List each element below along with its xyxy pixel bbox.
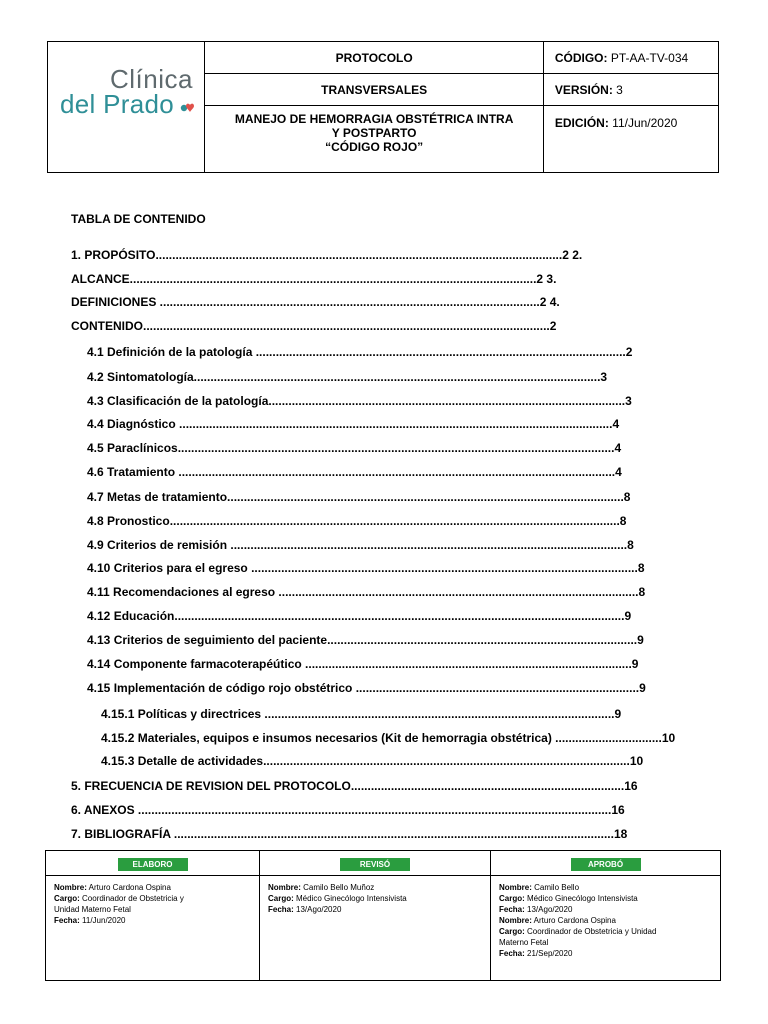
edicion-value: 11/Jun/2020	[612, 116, 678, 130]
toc-item[interactable]: 4.3 Clasificación de la patología...........................................................................................................3	[87, 394, 632, 408]
cargo-label: Cargo:	[499, 894, 525, 903]
cargo-value: Médico Ginecólogo Intensivista	[296, 894, 407, 903]
toc-item[interactable]: 4.1 Definición de la patología ...............................................................................................................2	[87, 345, 633, 359]
toc-item[interactable]: 4.10 Criterios para el egreso ....................................................................................................................8	[87, 561, 645, 575]
signoff-header-elaboro	[46, 851, 260, 876]
toc-item[interactable]: 4.6 Tratamiento ...................................................................................................................................4	[87, 465, 622, 479]
logo-heart-icon	[180, 103, 200, 113]
aprobo-badge: APROBÓ	[571, 858, 641, 871]
toc-item[interactable]: 4.11 Recomendaciones al egreso ............................................................................................................8	[87, 585, 646, 599]
version-value: 3	[616, 82, 623, 97]
toc-item[interactable]: 7. BIBLIOGRAFÍA ....................................................................................................................................18	[71, 827, 628, 841]
toc-item[interactable]: CONTENIDO..........................................................................................................................2	[71, 319, 557, 333]
toc-heading: TABLA DE CONTENIDO	[71, 212, 206, 226]
reviso-fecha	[268, 904, 482, 915]
nombre-label: Nombre:	[54, 883, 87, 892]
nombre-label: Nombre:	[499, 916, 532, 925]
aprobo-cargo-2-cont: Materno Fetal	[499, 938, 549, 947]
toc-item[interactable]: 4.15.3 Detalle de actividades..............................................................................................................10	[101, 754, 644, 768]
fecha-label: Fecha:	[268, 905, 294, 914]
codigo-value: PT-AA-TV-034	[610, 50, 689, 65]
aprobo-nombre-2	[499, 915, 712, 926]
toc-item[interactable]: 4.4 Diagnóstico ..................................................................................................................................4	[87, 417, 620, 431]
title-line-1: MANEJO DE HEMORRAGIA OBSTÉTRICA INTRA	[234, 112, 514, 126]
elaboro-fecha	[54, 915, 251, 926]
cargo-value: Coordinador de Obstetricia y Unidad	[527, 927, 657, 936]
nombre-label: Nombre:	[268, 883, 301, 892]
toc-item[interactable]: DEFINICIONES ..................................................................................................................2 4.	[71, 295, 560, 309]
nombre-value: Camilo Bello	[534, 883, 580, 892]
signoff-table	[45, 850, 721, 981]
header-edicion	[543, 106, 718, 173]
edicion-label: EDICIÓN:	[554, 116, 609, 130]
fecha-value: 11/Jun/2020	[82, 916, 126, 925]
fecha-label: Fecha:	[499, 949, 525, 958]
toc-item[interactable]: 4.13 Criterios de seguimiento del paciente.............................................................................................9	[87, 633, 644, 647]
toc-item[interactable]: 4.15.1 Políticas y directrices .........................................................................................................9	[101, 707, 622, 721]
version-label: VERSIÓN:	[554, 82, 613, 97]
aprobo-fecha-2	[499, 948, 712, 959]
cargo-label: Cargo:	[54, 894, 80, 903]
toc-item[interactable]: 4.7 Metas de tratamiento.......................................................................................................................8	[87, 490, 631, 504]
logo-text-del-prado: del Prado	[60, 89, 174, 119]
toc-item[interactable]: 5. FRECUENCIA DE REVISION DEL PROTOCOLO..................................................................................16	[71, 779, 638, 793]
toc-item[interactable]: 4.9 Criterios de remisión .......................................................................................................................8	[87, 538, 634, 552]
signoff-reviso-details	[260, 876, 491, 981]
logo-text-clinica: Clínica	[110, 64, 193, 94]
fecha-label: Fecha:	[499, 905, 525, 914]
aprobo-nombre-1	[499, 882, 712, 893]
toc-item[interactable]: 6. ANEXOS ..............................................................................................................................................16	[71, 803, 625, 817]
header-document-title	[205, 106, 543, 173]
document-header-table	[47, 41, 719, 173]
toc-item[interactable]: 4.14 Componente farmacoterapéútico ..................................................................................................9	[87, 657, 639, 671]
aprobo-fecha-1	[499, 904, 712, 915]
toc-item[interactable]: 4.15 Implementación de código rojo obstétrico .....................................................................................9	[87, 681, 646, 695]
header-transversales: TRANSVERSALES	[205, 74, 543, 106]
cargo-label: Cargo:	[499, 927, 525, 936]
nombre-value: Arturo Cardona Ospina	[533, 916, 616, 925]
reviso-cargo	[268, 893, 482, 904]
fecha-value: 13/Ago/2020	[527, 905, 573, 914]
reviso-nombre	[268, 882, 482, 893]
logo-cell	[48, 42, 205, 173]
signoff-header-reviso	[260, 851, 491, 876]
toc-item[interactable]: ALCANCE..........................................................................................................................2 3.	[71, 272, 557, 286]
nombre-value: Camilo Bello Muñoz	[303, 883, 375, 892]
elaboro-cargo	[54, 893, 251, 904]
codigo-label: CÓDIGO:	[554, 50, 608, 65]
toc-item[interactable]: 4.5 Paraclínicos...................................................................................................................................4	[87, 441, 622, 455]
signoff-elaboro-details	[46, 876, 260, 981]
signoff-header-aprobo	[491, 851, 721, 876]
cargo-value: Coordinador de Obstetricia y	[82, 894, 184, 903]
toc-item[interactable]: 4.8 Pronostico.......................................................................................................................................8	[87, 514, 627, 528]
elaboro-nombre	[54, 882, 251, 893]
aprobo-cargo-2	[499, 926, 712, 937]
title-line-2: Y POSTPARTO	[331, 126, 417, 140]
fecha-label: Fecha:	[54, 916, 80, 925]
aprobo-cargo-1	[499, 893, 712, 904]
header-codigo	[543, 42, 718, 74]
elaboro-cargo-cont: Unidad Materno Fetal	[54, 905, 131, 914]
cargo-label: Cargo:	[268, 894, 294, 903]
reviso-badge: REVISÓ	[340, 858, 410, 871]
fecha-value: 21/Sep/2020	[527, 949, 573, 958]
toc-item[interactable]: 4.15.2 Materiales, equipos e insumos necesarios (Kit de hemorragia obstétrica) ................................10	[101, 731, 676, 745]
toc-item[interactable]: 4.2 Sintomatología..........................................................................................................................3	[87, 370, 608, 384]
cargo-value: Médico Ginecólogo Intensivista	[527, 894, 638, 903]
toc-item[interactable]: 1. PROPÓSITO..........................................................................................................................2 2.	[71, 248, 583, 262]
title-line-3: “CÓDIGO ROJO”	[325, 140, 424, 154]
header-protocolo: PROTOCOLO	[205, 42, 543, 74]
signoff-aprobo-details	[491, 876, 721, 981]
nombre-value: Arturo Cardona Ospina	[88, 883, 171, 892]
elaboro-badge: ELABORO	[118, 858, 188, 871]
fecha-value: 13/Ago/2020	[296, 905, 342, 914]
toc-item[interactable]: 4.12 Educación.......................................................................................................................................9	[87, 609, 632, 623]
header-version	[543, 74, 718, 106]
nombre-label: Nombre:	[499, 883, 532, 892]
